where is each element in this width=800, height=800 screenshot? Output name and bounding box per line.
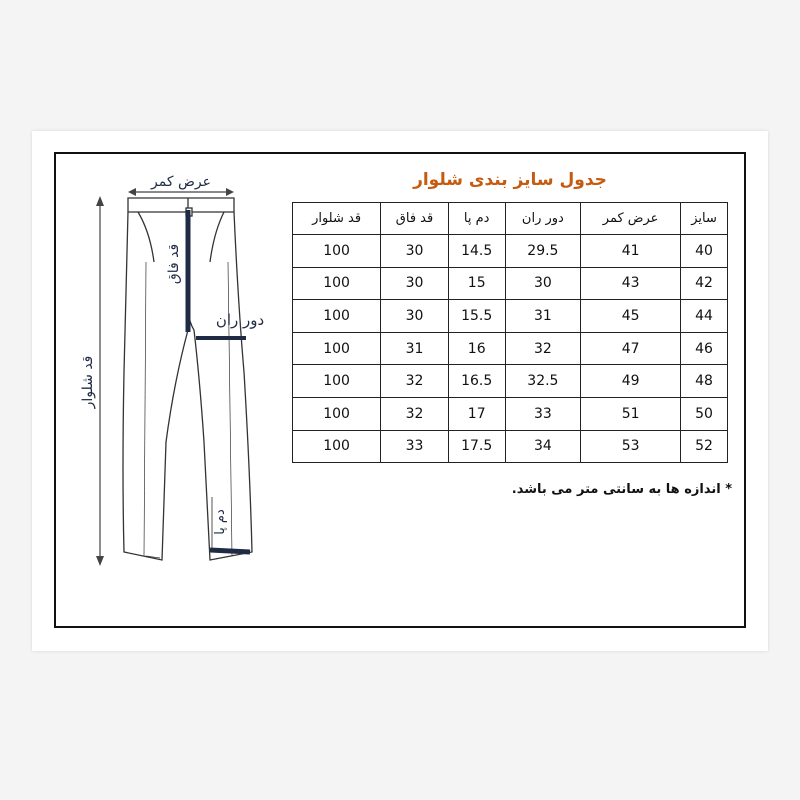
length-arrow-bottom [96,556,104,566]
table-cell: 51 [581,397,681,430]
table-cell: 100 [293,430,381,463]
table-cell: 32.5 [505,365,581,398]
table-cell: 100 [293,267,381,300]
header-thigh: دور ران [505,203,581,235]
header-size: سایز [681,203,728,235]
table-cell: 16 [448,332,505,365]
table-cell: 30 [381,235,449,268]
table-cell: 41 [581,235,681,268]
hem-label: دم پا [213,509,228,535]
table-cell: 16.5 [448,365,505,398]
table-cell: 48 [681,365,728,398]
waist-arrow-right [226,188,234,196]
table-cell: 31 [381,332,449,365]
table-cell: 30 [381,267,449,300]
table-row [293,267,728,300]
table-cell: 17 [448,397,505,430]
header-rise: قد فاق [381,203,449,235]
table-cell: 32 [381,397,449,430]
table-row [293,397,728,430]
units-note: * اندازه ها به سانتی متر می باشد. [511,482,732,497]
table-cell: 45 [581,300,681,333]
table-cell: 33 [381,430,449,463]
table-cell: 14.5 [448,235,505,268]
table-cell: 52 [681,430,728,463]
table-cell: 34 [505,430,581,463]
table-cell: 50 [681,397,728,430]
rise-label: قد فاق [166,243,182,285]
table-cell: 33 [505,397,581,430]
table-cell: 100 [293,397,381,430]
table-cell: 100 [293,332,381,365]
table-cell: 15 [448,267,505,300]
thigh-label: دور ران [215,311,265,329]
waist-arrow-left [128,188,136,196]
table-cell: 32 [381,365,449,398]
table-row [293,430,728,463]
header-waist: عرض کمر [581,203,681,235]
table-row [293,235,728,268]
table-cell: 46 [681,332,728,365]
waist-label: عرض کمر [151,174,211,190]
table-cell: 42 [681,267,728,300]
length-label: قد شلوار [80,355,96,409]
table-cell: 31 [505,300,581,333]
table-title: جدول سایز بندی شلوار [413,170,607,190]
table-cell: 47 [581,332,681,365]
table-row [293,300,728,333]
table-cell: 15.5 [448,300,505,333]
table-header-row [293,203,728,235]
table-cell: 43 [581,267,681,300]
table-row [293,365,728,398]
table-cell: 100 [293,365,381,398]
table-cell: 40 [681,235,728,268]
header-hem: دم پا [448,203,505,235]
table-cell: 17.5 [448,430,505,463]
table-cell: 29.5 [505,235,581,268]
table-cell: 100 [293,300,381,333]
length-arrow-top [96,196,104,206]
table-cell: 30 [505,267,581,300]
table-cell: 44 [681,300,728,333]
hem-measure-line [210,550,250,552]
header-length: قد شلوار [293,203,381,235]
table-cell: 53 [581,430,681,463]
size-table [292,202,728,463]
table-cell: 30 [381,300,449,333]
pants-diagram [54,152,274,628]
table-row [293,332,728,365]
table-cell: 100 [293,235,381,268]
table-cell: 49 [581,365,681,398]
table-cell: 32 [505,332,581,365]
